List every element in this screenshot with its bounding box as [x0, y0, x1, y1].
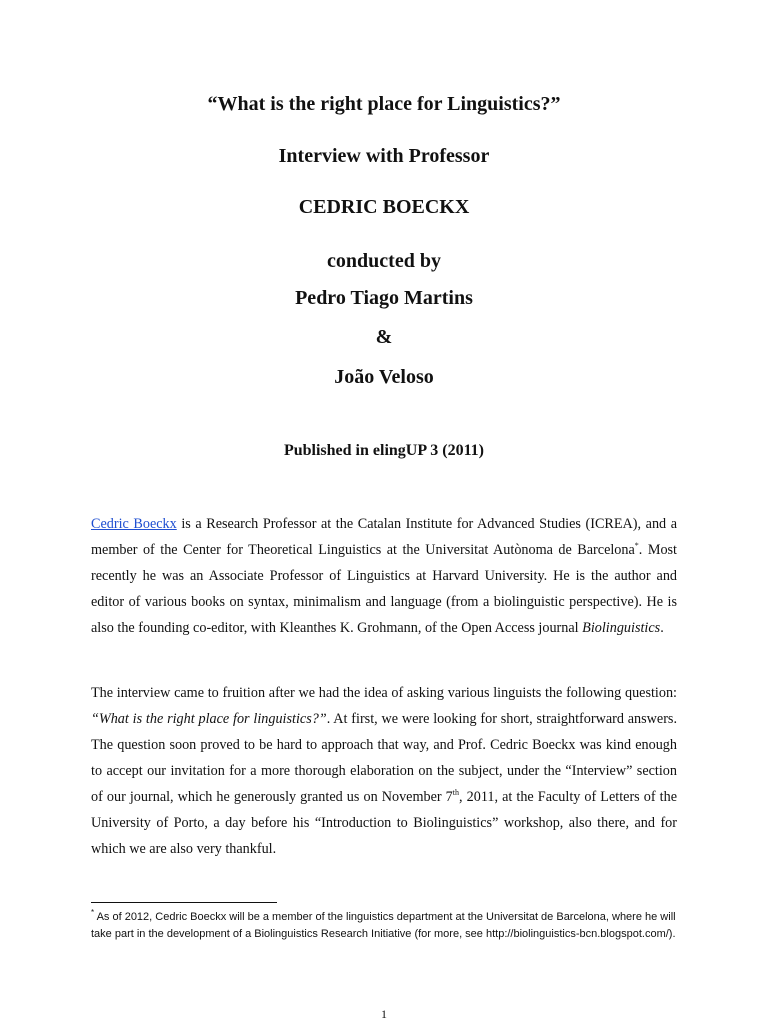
publication-line: Published in elingUP 3 (2011)	[283, 442, 485, 459]
footnote-marker[interactable]: *	[634, 541, 639, 550]
interviewee-name: CEDRIC BOECKX	[298, 196, 470, 218]
interview-paragraph	[91, 680, 677, 862]
interviewer-1: Pedro Tiago Martins	[295, 287, 473, 309]
ordinal-suffix: th	[452, 788, 460, 797]
question-text: “What is the right place for linguistics?”	[91, 711, 327, 727]
page-number: 1	[381, 1007, 387, 1021]
interview-text-3: , 2011, at the Faculty of Letters of the University of Porto, a day before his “Introduction to Biolinguistics” workshop, also there, and for which we are also very thankful.	[91, 789, 677, 857]
intro-text-2: . Most recently he was an Associate Professor of Linguistics at Harvard University. He is the author and editor of various books on syntax, minimalism and language (from a biolinguistic perspective). He is also the founding co-editor, with Kleanthes K. Grohmann, of the Open Access journal	[91, 542, 677, 636]
intro-text-3: .	[660, 620, 664, 636]
interview-text-1: The interview came to fruition after we had the idea of asking various linguists the following question:	[91, 685, 677, 701]
interview-text-2: . At first, we were looking for short, straightforward answers. The question soon proved to be hard to approach that way, and Prof. Cedric Boeckx was kind enough to accept our invitation for a more thorough elaboration on the subject, under the “Interview” section of our journal, which he generously granted us on November 7	[91, 711, 677, 805]
intro-text-1: is a Research Professor at the Catalan Institute for Advanced Studies (ICREA), and a member of the Center for Theoretical Linguistics at the Universitat Autònoma de Barcelona	[91, 516, 678, 558]
cedric-boeckx-link[interactable]: Cedric Boeckx	[91, 516, 177, 532]
journal-name: Biolinguistics	[582, 620, 661, 636]
conducted-by-label: conducted by	[327, 250, 441, 272]
document-title: “What is the right place for Linguistics?”	[207, 93, 561, 115]
footnote-text: As of 2012, Cedric Boeckx will be a member of the linguistics department at the Universitat de Barcelona, where he will take part in the development of a Biolinguistics Research Initiative (for more, see http://biolinguistics-bcn.blogspot.com/).	[91, 911, 676, 940]
footnote-separator	[91, 902, 277, 903]
footnote-marker-bottom: *	[91, 908, 95, 917]
ampersand: &	[375, 326, 393, 348]
footnote	[91, 909, 691, 942]
interview-line: Interview with Professor	[278, 145, 490, 167]
intro-paragraph	[91, 511, 677, 641]
interviewer-2: João Veloso	[334, 366, 434, 388]
